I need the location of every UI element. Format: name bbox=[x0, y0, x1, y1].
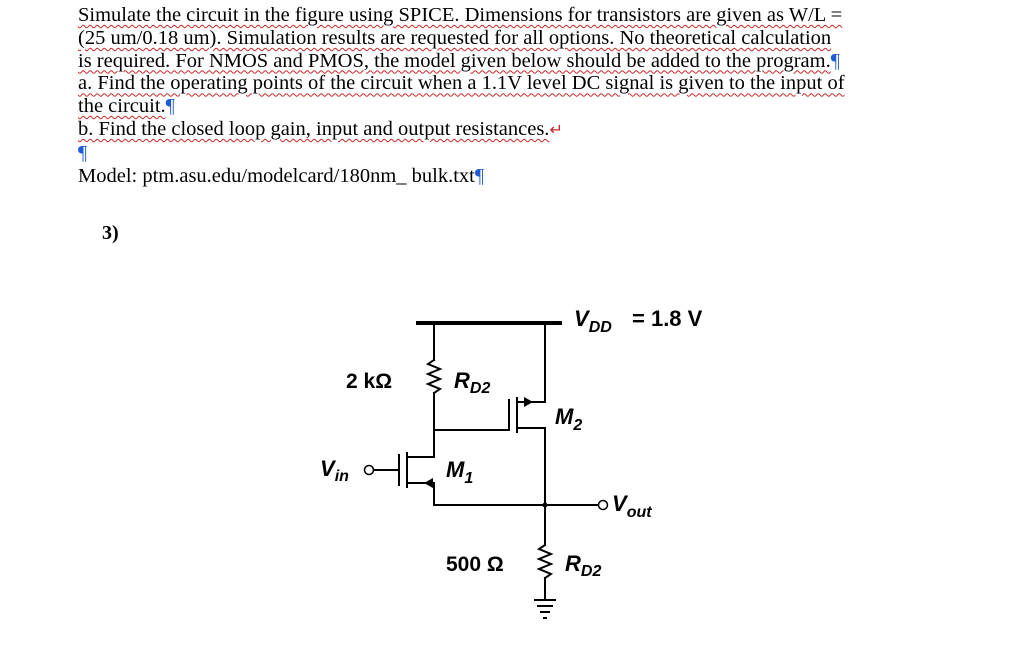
rd2-bottom-value: 500 Ω bbox=[446, 553, 504, 576]
rd2-bottom-name-sub: D2 bbox=[580, 563, 602, 580]
vin-terminal bbox=[365, 466, 374, 475]
rd2-bottom-name bbox=[565, 551, 601, 580]
pilcrow-mark: ¶ bbox=[830, 49, 841, 72]
part-a-line-1: a. Find the operating points of the circuit when a 1.1V level DC signal is given to the input of bbox=[78, 72, 845, 95]
vin-label bbox=[320, 456, 349, 485]
statement-line-3: is required. For NMOS and PMOS, the model given below should be added to the program. bbox=[78, 49, 831, 72]
rd2-bottom-name-main: R bbox=[565, 551, 581, 576]
pilcrow-mark: ¶ bbox=[165, 95, 175, 118]
vout-terminal bbox=[599, 501, 608, 510]
vdd-value: = 1.8 V bbox=[632, 306, 703, 331]
vdd-label-main: V bbox=[574, 306, 589, 331]
part-b-text: b. Find the closed loop gain, input and output resistances. bbox=[78, 117, 550, 140]
vin-label-main: V bbox=[320, 456, 335, 481]
rd2-top-name-main: R bbox=[454, 368, 470, 393]
resistor-rd2-top bbox=[428, 360, 440, 393]
rd2-top-name-sub: D2 bbox=[469, 380, 491, 397]
m2-label-sub: 2 bbox=[573, 417, 583, 434]
problem-number: 3) bbox=[102, 222, 119, 244]
m2-arrow bbox=[524, 397, 533, 407]
m2-label-main: M bbox=[555, 404, 574, 429]
part-a-line-2: the circuit. bbox=[78, 95, 166, 118]
vout-label bbox=[612, 491, 652, 521]
vout-label-main: V bbox=[612, 491, 627, 516]
pilcrow-mark: ¶ bbox=[78, 141, 88, 164]
m1-label bbox=[446, 457, 473, 487]
vin-label-sub: in bbox=[334, 468, 349, 485]
rd2-top-name bbox=[454, 368, 490, 397]
vdd-label bbox=[574, 306, 612, 336]
model-line: Model: ptm.asu.edu/modelcard/180nm_ bulk.txt bbox=[78, 164, 475, 187]
vdd-label-sub: DD bbox=[588, 319, 612, 336]
m2-label bbox=[555, 404, 582, 434]
pilcrow-mark: ¶ bbox=[474, 164, 485, 187]
m1-label-main: M bbox=[446, 457, 465, 482]
statement-line-1: Simulate the circuit in the figure using SPICE. Dimensions for transistors are given as W/L = bbox=[78, 4, 843, 26]
vout-label-sub: out bbox=[626, 504, 652, 521]
statement-line-2: (25 um/0.18 um). Simulation results are requested for all options. No theoretical calculation bbox=[78, 26, 832, 49]
rd2-top-value: 2 kΩ bbox=[346, 370, 393, 393]
m1-arrow bbox=[424, 478, 433, 488]
return-mark: ↵ bbox=[549, 119, 563, 139]
m1-label-sub: 1 bbox=[464, 470, 474, 487]
output-node-dot bbox=[543, 503, 548, 508]
resistor-rd2-bottom bbox=[539, 545, 551, 578]
